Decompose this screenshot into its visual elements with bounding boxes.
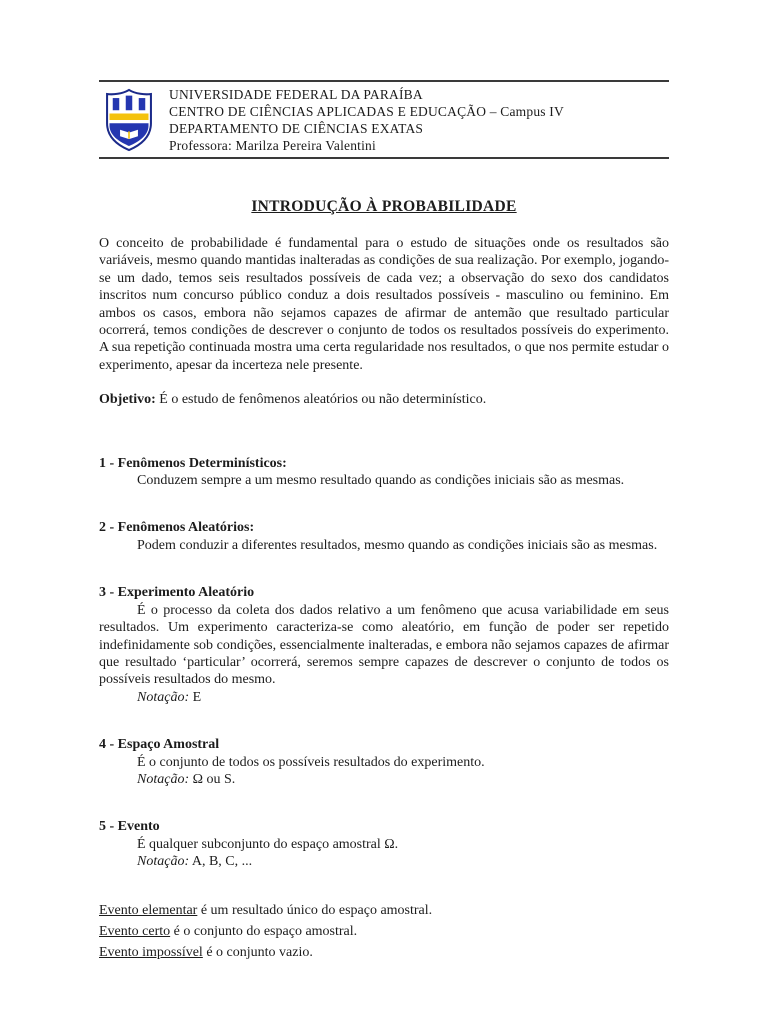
objective-label: Objetivo: [99,392,156,408]
section-body: É o processo da coleta dos dados relativo a um fenômeno que acusa variabilidade em seus resultados. Um experimento caracteriza-se como aleatório, em função de poder ser repetido indefinidamente sob condições, essencialmente inalteradas, e embora não sejamos capazes de afirmar que resultado ‘particular’ ocorrerá, seremos sempre capazes de descrever o conjunto de todos os possíveis resultados do mesmo. [99,602,669,688]
notation-value: Ω ou S. [189,771,236,787]
section-body: Podem conduzir a diferentes resultados, mesmo quando as condições iniciais são as mesmas. [137,537,658,553]
definition-line [99,900,669,921]
definition-line [99,921,669,942]
section-heading: 3 - Experimento Aleatório [99,585,255,601]
definition-term: Evento elementar [99,902,198,918]
event-definitions [99,900,669,963]
letterhead [99,80,669,159]
objective-text: É o estudo de fenômenos aleatórios ou não determinístico. [155,392,487,408]
section-heading: 1 - Fenômenos Determinísticos: [99,455,287,471]
letterhead-text [169,86,564,154]
department-name: DEPARTAMENTO DE CIÊNCIAS EXATAS [169,121,424,136]
section-heading: 5 - Evento [99,819,160,835]
notation-line [137,853,669,870]
section-body: É qualquer subconjunto do espaço amostral Ω. [137,836,399,852]
definition-line [99,942,669,963]
section-deterministic-phenomena [99,455,669,490]
notation-label: Notação: [137,854,190,870]
section-event [99,818,669,870]
notation-value: E [189,689,202,705]
objective-line [99,391,669,408]
professor-name: Professora: Marilza Pereira Valentini [169,138,376,153]
section-sample-space [99,736,669,788]
university-name: UNIVERSIDADE FEDERAL DA PARAÍBA [169,87,423,102]
document-title: INTRODUÇÃO À PROBABILIDADE [251,198,517,215]
definition-term: Evento impossível [99,944,203,960]
notation-line [137,771,669,788]
section-random-phenomena [99,519,669,554]
definition-text: é o conjunto vazio. [202,944,313,960]
university-crest-icon [101,86,157,154]
definition-term: Evento certo [99,923,171,939]
section-heading: 2 - Fenômenos Aleatórios: [99,520,255,536]
definition-text: é o conjunto do espaço amostral. [170,923,358,939]
section-heading: 4 - Espaço Amostral [99,737,220,753]
intro-paragraph: O conceito de probabilidade é fundamental para o estudo de situações onde os resultados são variáveis, mesmo quando mantidas inalteradas as condições de sua realização. Por exemplo, jogando-se um dado, temos seis resultados possíveis de cada vez; a observação do sexo dos candidatos inscritos num concurso público conduz a dois resultados possíveis - masculino ou feminino. Em ambos os casos, embora não sejamos capazes de afirmar de antemão que resultado particular ocorrerá, temos condições de descrever o conjunto de todos os resultados possíveis do experimento. A sua repetição continuada mostra uma certa regularidade nos resultados, o que nos permite estudar o experimento, apesar da incerteza nele presente. [99,236,669,373]
notation-label: Notação: [137,771,190,787]
notation-label: Notação: [137,689,190,705]
letterhead-row [101,86,667,154]
section-body: Conduzem sempre a um mesmo resultado quando as condições iniciais são as mesmas. [137,473,625,489]
section-body: É o conjunto de todos os possíveis resultados do experimento. [137,754,485,770]
center-name: CENTRO DE CIÊNCIAS APLICADAS E EDUCAÇÃO – Campus IV [169,104,564,119]
section-random-experiment [99,584,669,706]
notation-line [137,689,669,706]
notation-value: A, B, C, ... [189,854,253,870]
definition-text: é um resultado único do espaço amostral. [197,902,433,918]
